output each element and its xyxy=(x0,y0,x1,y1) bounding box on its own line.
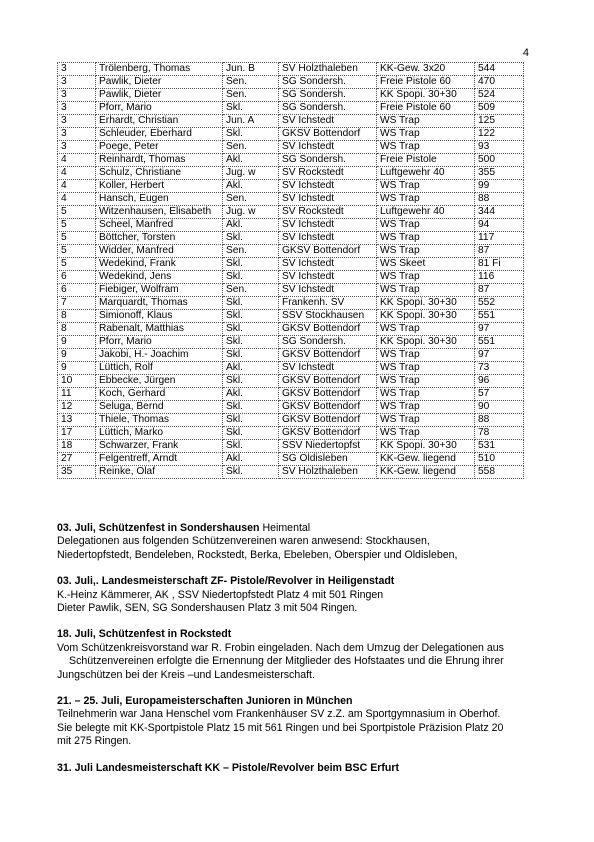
cell-score: 470 xyxy=(475,76,524,89)
cell-class: Akl. xyxy=(223,388,279,401)
cell-placement: 12 xyxy=(58,401,96,414)
event-section xyxy=(57,628,547,682)
cell-score: 510 xyxy=(475,453,524,466)
section-line: Jungschützen bei der Kreis –und Landesmeisterschaft. xyxy=(57,668,315,681)
cell-discipline: WS Trap xyxy=(377,115,475,128)
table-row xyxy=(58,167,524,180)
table-row xyxy=(58,466,524,479)
cell-score: 97 xyxy=(475,323,524,336)
cell-score: 551 xyxy=(475,336,524,349)
cell-name: Pawlik, Dieter xyxy=(96,89,223,102)
cell-placement: 10 xyxy=(58,375,96,388)
cell-placement: 5 xyxy=(58,206,96,219)
cell-club: GKSV Bottendorf xyxy=(279,323,377,336)
cell-name: Schwarzer, Frank xyxy=(96,440,223,453)
cell-name: Schulz, Christiane xyxy=(96,167,223,180)
cell-placement: 3 xyxy=(58,63,96,76)
table-row xyxy=(58,323,524,336)
table-row xyxy=(58,297,524,310)
table-row xyxy=(58,180,524,193)
table-row xyxy=(58,271,524,284)
cell-club: SV Ichstedt xyxy=(279,141,377,154)
cell-placement: 5 xyxy=(58,245,96,258)
table-row xyxy=(58,63,524,76)
table-row xyxy=(58,427,524,440)
cell-placement: 35 xyxy=(58,466,96,479)
cell-class: Akl. xyxy=(223,362,279,375)
table-row xyxy=(58,440,524,453)
cell-name: Rabenalt, Matthias xyxy=(96,323,223,336)
cell-placement: 4 xyxy=(58,180,96,193)
cell-class: Skl. xyxy=(223,349,279,362)
cell-discipline: WS Skeet xyxy=(377,258,475,271)
cell-club: GKSV Bottendorf xyxy=(279,427,377,440)
cell-class: Akl. xyxy=(223,180,279,193)
cell-class: Sen. xyxy=(223,284,279,297)
cell-class: Sen. xyxy=(223,89,279,102)
cell-club: SG Sondersh. xyxy=(279,154,377,167)
event-section xyxy=(57,695,547,749)
cell-class: Skl. xyxy=(223,310,279,323)
cell-name: Trölenberg, Thomas xyxy=(96,63,223,76)
cell-discipline: WS Trap xyxy=(377,180,475,193)
cell-class: Skl. xyxy=(223,440,279,453)
section-line: mit 275 Ringen. xyxy=(57,735,132,748)
cell-discipline: Luftgewehr 40 xyxy=(377,167,475,180)
cell-discipline: KK Spopi. 30+30 xyxy=(377,336,475,349)
table-row xyxy=(58,310,524,323)
cell-name: Lüttich, Marko xyxy=(96,427,223,440)
cell-discipline: WS Trap xyxy=(377,362,475,375)
cell-class: Sen. xyxy=(223,245,279,258)
cell-name: Scheel, Manfred xyxy=(96,219,223,232)
cell-discipline: Luftgewehr 40 xyxy=(377,206,475,219)
cell-discipline: WS Trap xyxy=(377,219,475,232)
table-row xyxy=(58,388,524,401)
table-row xyxy=(58,414,524,427)
cell-discipline: Freie Pistole 60 xyxy=(377,76,475,89)
table-row xyxy=(58,206,524,219)
section-line: Niedertopfstedt, Bendeleben, Rockstedt, Berka, Ebeleben, Oberspier und Oldisleben, xyxy=(57,548,458,561)
cell-name: Poege, Peter xyxy=(96,141,223,154)
cell-class: Jug. w xyxy=(223,167,279,180)
cell-club: SG Sondersh. xyxy=(279,336,377,349)
table-row xyxy=(58,232,524,245)
cell-discipline: KK-Gew. liegend xyxy=(377,466,475,479)
cell-score: 531 xyxy=(475,440,524,453)
cell-discipline: WS Trap xyxy=(377,193,475,206)
cell-placement: 6 xyxy=(58,284,96,297)
cell-club: SV Holzthaleben xyxy=(279,63,377,76)
cell-name: Hansch, Eugen xyxy=(96,193,223,206)
cell-class: Jug. w xyxy=(223,206,279,219)
cell-discipline: WS Trap xyxy=(377,128,475,141)
cell-class: Sen. xyxy=(223,193,279,206)
cell-name: Thiele, Thomas xyxy=(96,414,223,427)
cell-placement: 18 xyxy=(58,440,96,453)
table-row xyxy=(58,245,524,258)
cell-class: Jun. B xyxy=(223,63,279,76)
cell-score: 87 xyxy=(475,284,524,297)
cell-name: Widder, Manfred xyxy=(96,245,223,258)
cell-score: 552 xyxy=(475,297,524,310)
cell-club: Frankenh. SV xyxy=(279,297,377,310)
cell-discipline: WS Trap xyxy=(377,375,475,388)
cell-club: SV Ichstedt xyxy=(279,193,377,206)
cell-placement: 17 xyxy=(58,427,96,440)
cell-placement: 9 xyxy=(58,362,96,375)
cell-score: 88 xyxy=(475,414,524,427)
cell-class: Akl. xyxy=(223,453,279,466)
cell-club: SV Ichstedt xyxy=(279,258,377,271)
cell-placement: 9 xyxy=(58,349,96,362)
cell-placement: 4 xyxy=(58,167,96,180)
event-notes xyxy=(57,522,547,788)
cell-score: 78 xyxy=(475,427,524,440)
cell-discipline: WS Trap xyxy=(377,323,475,336)
cell-placement: 27 xyxy=(58,453,96,466)
cell-placement: 7 xyxy=(58,297,96,310)
table-row xyxy=(58,453,524,466)
cell-club: SV Ichstedt xyxy=(279,271,377,284)
cell-score: 73 xyxy=(475,362,524,375)
section-line: Dieter Pawlik, SEN, SG Sondershausen Platz 3 mit 504 Ringen. xyxy=(57,602,358,615)
cell-name: Pawlik, Dieter xyxy=(96,76,223,89)
cell-name: Erhardt, Christian xyxy=(96,115,223,128)
table-row xyxy=(58,115,524,128)
cell-class: Skl. xyxy=(223,232,279,245)
cell-club: SSV Niedertopfst xyxy=(279,440,377,453)
cell-name: Marquardt, Thomas xyxy=(96,297,223,310)
cell-class: Skl. xyxy=(223,336,279,349)
cell-placement: 8 xyxy=(58,310,96,323)
cell-score: 99 xyxy=(475,180,524,193)
cell-class: Skl. xyxy=(223,466,279,479)
cell-discipline: KK Spopi. 30+30 xyxy=(377,89,475,102)
cell-club: GKSV Bottendorf xyxy=(279,375,377,388)
cell-name: Pforr, Mario xyxy=(96,336,223,349)
cell-class: Skl. xyxy=(223,323,279,336)
cell-name: Koch, Gerhard xyxy=(96,388,223,401)
table-row xyxy=(58,89,524,102)
table-row xyxy=(58,336,524,349)
section-line: Schützenvereinen erfolgte die Ernennung der Mitglieder des Hofstaates und die Ehrung ihrer xyxy=(69,655,504,668)
table-row xyxy=(58,141,524,154)
cell-discipline: KK Spopi. 30+30 xyxy=(377,310,475,323)
cell-class: Skl. xyxy=(223,375,279,388)
section-heading: 18. Juli, Schützenfest in Rockstedt xyxy=(57,628,232,641)
section-line: Delegationen aus folgenden Schützenvereinen waren anwesend: Stockhausen, xyxy=(57,535,430,548)
cell-placement: 11 xyxy=(58,388,96,401)
cell-placement: 3 xyxy=(58,76,96,89)
cell-score: 117 xyxy=(475,232,524,245)
cell-discipline: WS Trap xyxy=(377,232,475,245)
cell-score: 500 xyxy=(475,154,524,167)
table-row xyxy=(58,362,524,375)
cell-name: Simionoff, Klaus xyxy=(96,310,223,323)
cell-club: SV Ichstedt xyxy=(279,180,377,193)
cell-score: 544 xyxy=(475,63,524,76)
cell-club: SG Sondersh. xyxy=(279,89,377,102)
cell-score: 509 xyxy=(475,102,524,115)
section-heading-suffix: Heimental xyxy=(259,522,311,534)
cell-discipline: KK-Gew. 3x20 xyxy=(377,63,475,76)
cell-club: SG Sondersh. xyxy=(279,102,377,115)
cell-score: 93 xyxy=(475,141,524,154)
cell-club: SV Ichstedt xyxy=(279,232,377,245)
cell-placement: 3 xyxy=(58,89,96,102)
cell-club: GKSV Bottendorf xyxy=(279,414,377,427)
table-row xyxy=(58,258,524,271)
cell-club: SG Oldisleben xyxy=(279,453,377,466)
cell-name: Fiebiger, Wolfram xyxy=(96,284,223,297)
cell-score: 125 xyxy=(475,115,524,128)
table-row xyxy=(58,219,524,232)
table-row xyxy=(58,102,524,115)
cell-placement: 4 xyxy=(58,193,96,206)
cell-club: SV Ichstedt xyxy=(279,219,377,232)
cell-score: 94 xyxy=(475,219,524,232)
table-row xyxy=(58,154,524,167)
cell-score: 81 Fi xyxy=(475,258,524,271)
cell-score: 122 xyxy=(475,128,524,141)
table-row xyxy=(58,284,524,297)
table-row xyxy=(58,128,524,141)
cell-placement: 5 xyxy=(58,258,96,271)
cell-placement: 4 xyxy=(58,154,96,167)
cell-club: GKSV Bottendorf xyxy=(279,245,377,258)
cell-discipline: WS Trap xyxy=(377,401,475,414)
cell-placement: 13 xyxy=(58,414,96,427)
cell-name: Seluga, Bernd xyxy=(96,401,223,414)
cell-class: Skl. xyxy=(223,258,279,271)
cell-class: Skl. xyxy=(223,271,279,284)
cell-score: 57 xyxy=(475,388,524,401)
cell-discipline: WS Trap xyxy=(377,141,475,154)
cell-score: 558 xyxy=(475,466,524,479)
cell-club: SG Sondersh. xyxy=(279,76,377,89)
section-heading: 21. – 25. Juli, Europameisterschaften Junioren in München xyxy=(57,695,353,708)
cell-class: Sen. xyxy=(223,76,279,89)
cell-placement: 3 xyxy=(58,115,96,128)
cell-name: Schleuder, Eberhard xyxy=(96,128,223,141)
table-row xyxy=(58,193,524,206)
cell-score: 524 xyxy=(475,89,524,102)
cell-discipline: WS Trap xyxy=(377,349,475,362)
cell-score: 344 xyxy=(475,206,524,219)
section-heading: 03. Juli,. Landesmeisterschaft ZF- Pistole/Revolver in Heiligenstadt xyxy=(57,575,395,588)
cell-discipline: WS Trap xyxy=(377,414,475,427)
cell-name: Felgentreff, Arndt xyxy=(96,453,223,466)
cell-club: GKSV Bottendorf xyxy=(279,349,377,362)
cell-placement: 3 xyxy=(58,102,96,115)
results-table xyxy=(57,62,524,479)
event-section xyxy=(57,575,547,615)
cell-name: Witzenhausen, Elisabeth xyxy=(96,206,223,219)
cell-class: Akl. xyxy=(223,154,279,167)
cell-discipline: WS Trap xyxy=(377,245,475,258)
section-line: Sie belegte mit KK-Sportpistole Platz 15 mit 561 Ringen und bei Sportpistole Präzision Platz 20 xyxy=(57,721,504,734)
cell-class: Jun. A xyxy=(223,115,279,128)
cell-club: SV Ichstedt xyxy=(279,362,377,375)
cell-name: Wedekind, Frank xyxy=(96,258,223,271)
cell-placement: 6 xyxy=(58,271,96,284)
page-number: 4 xyxy=(522,47,529,59)
cell-class: Akl. xyxy=(223,219,279,232)
cell-name: Reinhardt, Thomas xyxy=(96,154,223,167)
cell-class: Skl. xyxy=(223,427,279,440)
table-row xyxy=(58,401,524,414)
cell-name: Wedekind, Jens xyxy=(96,271,223,284)
cell-score: 355 xyxy=(475,167,524,180)
cell-name: Reinke, Olaf xyxy=(96,466,223,479)
cell-placement: 3 xyxy=(58,141,96,154)
cell-club: GKSV Bottendorf xyxy=(279,388,377,401)
cell-name: Ebbecke, Jürgen xyxy=(96,375,223,388)
section-heading: 31. Juli Landesmeisterschaft KK – Pistole/Revolver beim BSC Erfurt xyxy=(57,761,400,774)
cell-club: SV Ichstedt xyxy=(279,115,377,128)
cell-name: Koller, Herbert xyxy=(96,180,223,193)
cell-score: 90 xyxy=(475,401,524,414)
cell-club: GKSV Bottendorf xyxy=(279,401,377,414)
section-line: Teilnehmerin war Jana Henschel vom Frankenhäuser SV z.Z. am Sportgymnasium in Oberhof. xyxy=(57,708,501,721)
cell-club: GKSV Bottendorf xyxy=(279,128,377,141)
cell-discipline: WS Trap xyxy=(377,284,475,297)
table-row xyxy=(58,349,524,362)
cell-class: Skl. xyxy=(223,401,279,414)
cell-score: 96 xyxy=(475,375,524,388)
section-line: Vom Schützenkreisvorstand war R. Frobin eingeladen. Nach dem Umzug der Delegationen aus xyxy=(57,641,504,654)
cell-placement: 9 xyxy=(58,336,96,349)
cell-club: SSV Stockhausen xyxy=(279,310,377,323)
cell-discipline: KK Spopi. 30+30 xyxy=(377,440,475,453)
cell-discipline: WS Trap xyxy=(377,427,475,440)
cell-name: Böttcher, Torsten xyxy=(96,232,223,245)
cell-placement: 5 xyxy=(58,232,96,245)
cell-class: Sen. xyxy=(223,141,279,154)
section-line: K.-Heinz Kämmerer, AK , SSV Niedertopfstedt Platz 4 mit 501 Ringen xyxy=(57,588,384,601)
cell-club: SV Ichstedt xyxy=(279,284,377,297)
cell-class: Skl. xyxy=(223,102,279,115)
cell-score: 88 xyxy=(475,193,524,206)
cell-club: SV Holzthaleben xyxy=(279,466,377,479)
cell-club: SV Rockstedt xyxy=(279,206,377,219)
cell-club: SV Rockstedt xyxy=(279,167,377,180)
cell-score: 116 xyxy=(475,271,524,284)
cell-class: Skl. xyxy=(223,128,279,141)
cell-class: Skl. xyxy=(223,414,279,427)
cell-placement: 8 xyxy=(58,323,96,336)
event-section xyxy=(57,522,547,562)
cell-placement: 3 xyxy=(58,128,96,141)
cell-score: 551 xyxy=(475,310,524,323)
cell-discipline: WS Trap xyxy=(377,388,475,401)
table-row xyxy=(58,375,524,388)
event-section xyxy=(57,762,547,775)
cell-discipline: KK Spopi. 30+30 xyxy=(377,297,475,310)
cell-discipline: WS Trap xyxy=(377,271,475,284)
cell-discipline: KK-Gew. liegend xyxy=(377,453,475,466)
cell-name: Pforr, Mario xyxy=(96,102,223,115)
cell-placement: 5 xyxy=(58,219,96,232)
cell-discipline: Freie Pistole xyxy=(377,154,475,167)
cell-score: 87 xyxy=(475,245,524,258)
cell-class: Skl. xyxy=(223,297,279,310)
cell-name: Jakobi, H.- Joachim xyxy=(96,349,223,362)
table-row xyxy=(58,76,524,89)
cell-discipline: Freie Pistole 60 xyxy=(377,102,475,115)
cell-name: Lüttich, Rolf xyxy=(96,362,223,375)
section-heading: 03. Juli, Schützenfest in Sondershausen xyxy=(57,522,260,534)
cell-score: 97 xyxy=(475,349,524,362)
